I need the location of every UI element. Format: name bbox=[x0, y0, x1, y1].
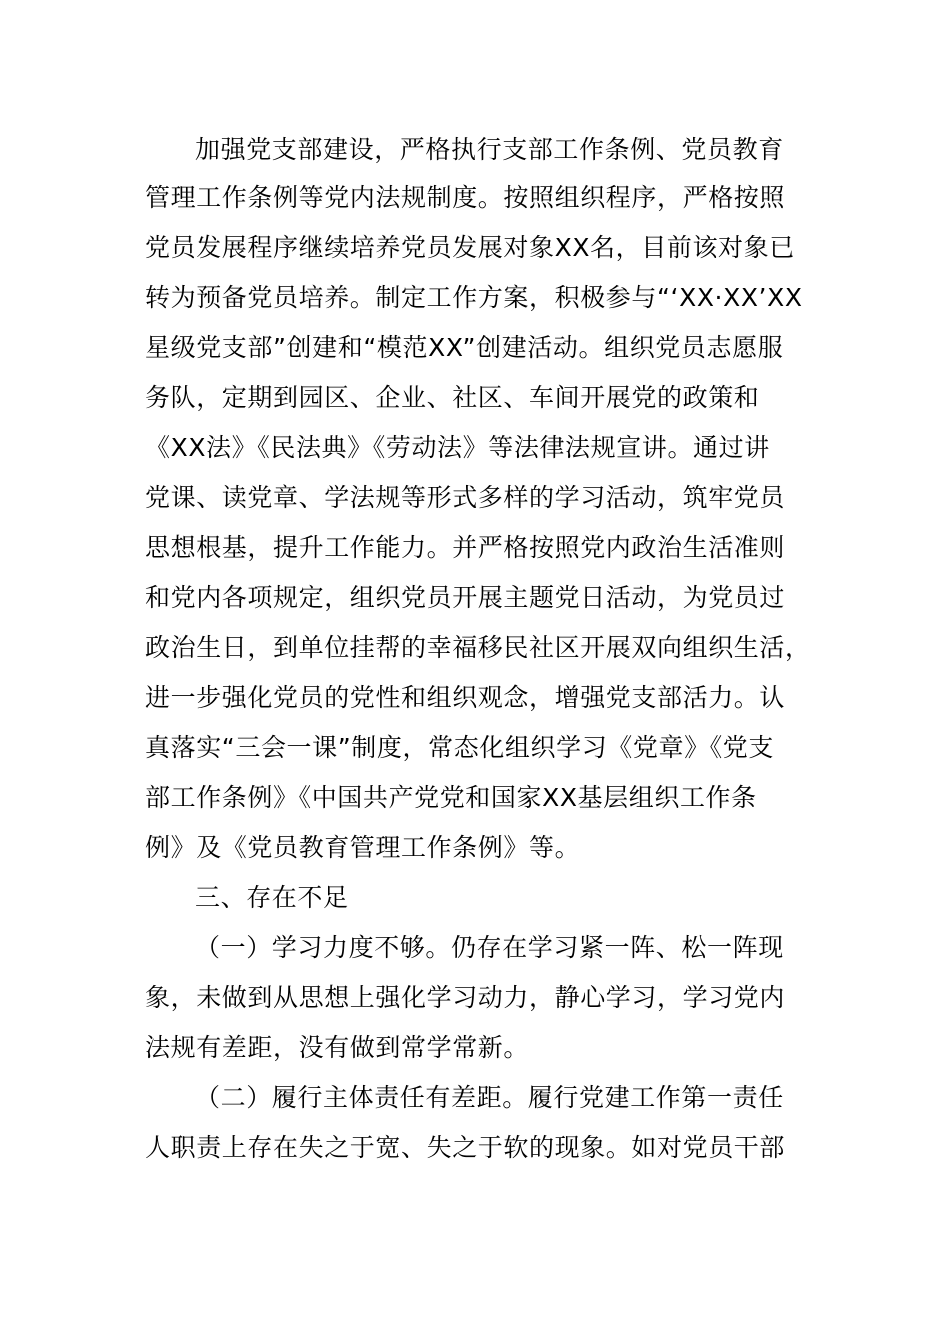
paragraph-line: 象，未做到从思想上强化学习动力，静心学习，学习党内 bbox=[145, 983, 786, 1012]
paragraph-line: 部工作条例》《中国共产党党和国家XX基层组织工作条 bbox=[145, 783, 757, 812]
paragraph-line: 和党内各项规定，组织党员开展主题党日活动，为党员过 bbox=[145, 583, 786, 612]
paragraph-line: 务队，定期到园区、企业、社区、车间开展党的政策和 bbox=[145, 383, 760, 412]
paragraph-line: 党员发展程序继续培养党员发展对象XX名，目前该对象已 bbox=[145, 233, 795, 262]
paragraph-line: 管理工作条例等党内法规制度。按照组织程序，严格按照 bbox=[145, 183, 786, 212]
paragraph-line: 《XX法》《民法典》《劳动法》等法律法规宣讲。通过讲 bbox=[145, 433, 770, 462]
paragraph-line: 人职责上存在失之于宽、失之于软的现象。如对党员干部 bbox=[145, 1133, 786, 1162]
paragraph-line: 真落实“三会一课”制度，常态化组织学习《党章》《党支 bbox=[145, 733, 775, 762]
paragraph-line: 星级党支部”创建和“模范XX”创建活动。组织党员志愿服 bbox=[145, 333, 784, 362]
paragraph-line: 进一步强化党员的党性和组织观念，增强党支部活力。认 bbox=[145, 683, 786, 712]
paragraph-line: 政治生日，到单位挂帮的幸福移民社区开展双向组织生活， bbox=[145, 633, 811, 662]
paragraph-line: 例》及《党员教育管理工作条例》等。 bbox=[145, 833, 581, 862]
paragraph-line: 党课、读党章、学法规等形式多样的学习活动，筑牢党员 bbox=[145, 483, 786, 512]
section-heading: 三、存在不足 bbox=[195, 883, 349, 912]
paragraph-line: 转为预备党员培养。制定工作方案，积极参与“‘XX·XX’XX bbox=[145, 283, 803, 312]
paragraph-line: 法规有差距，没有做到常学常新。 bbox=[145, 1033, 530, 1062]
paragraph-line: 加强党支部建设，严格执行支部工作条例、党员教育 bbox=[195, 135, 784, 164]
paragraph-line: 思想根基，提升工作能力。并严格按照党内政治生活准则 bbox=[145, 533, 786, 562]
paragraph-line: （二）履行主体责任有差距。履行党建工作第一责任 bbox=[195, 1083, 784, 1112]
paragraph-line: （一）学习力度不够。仍存在学习紧一阵、松一阵现 bbox=[195, 933, 784, 962]
